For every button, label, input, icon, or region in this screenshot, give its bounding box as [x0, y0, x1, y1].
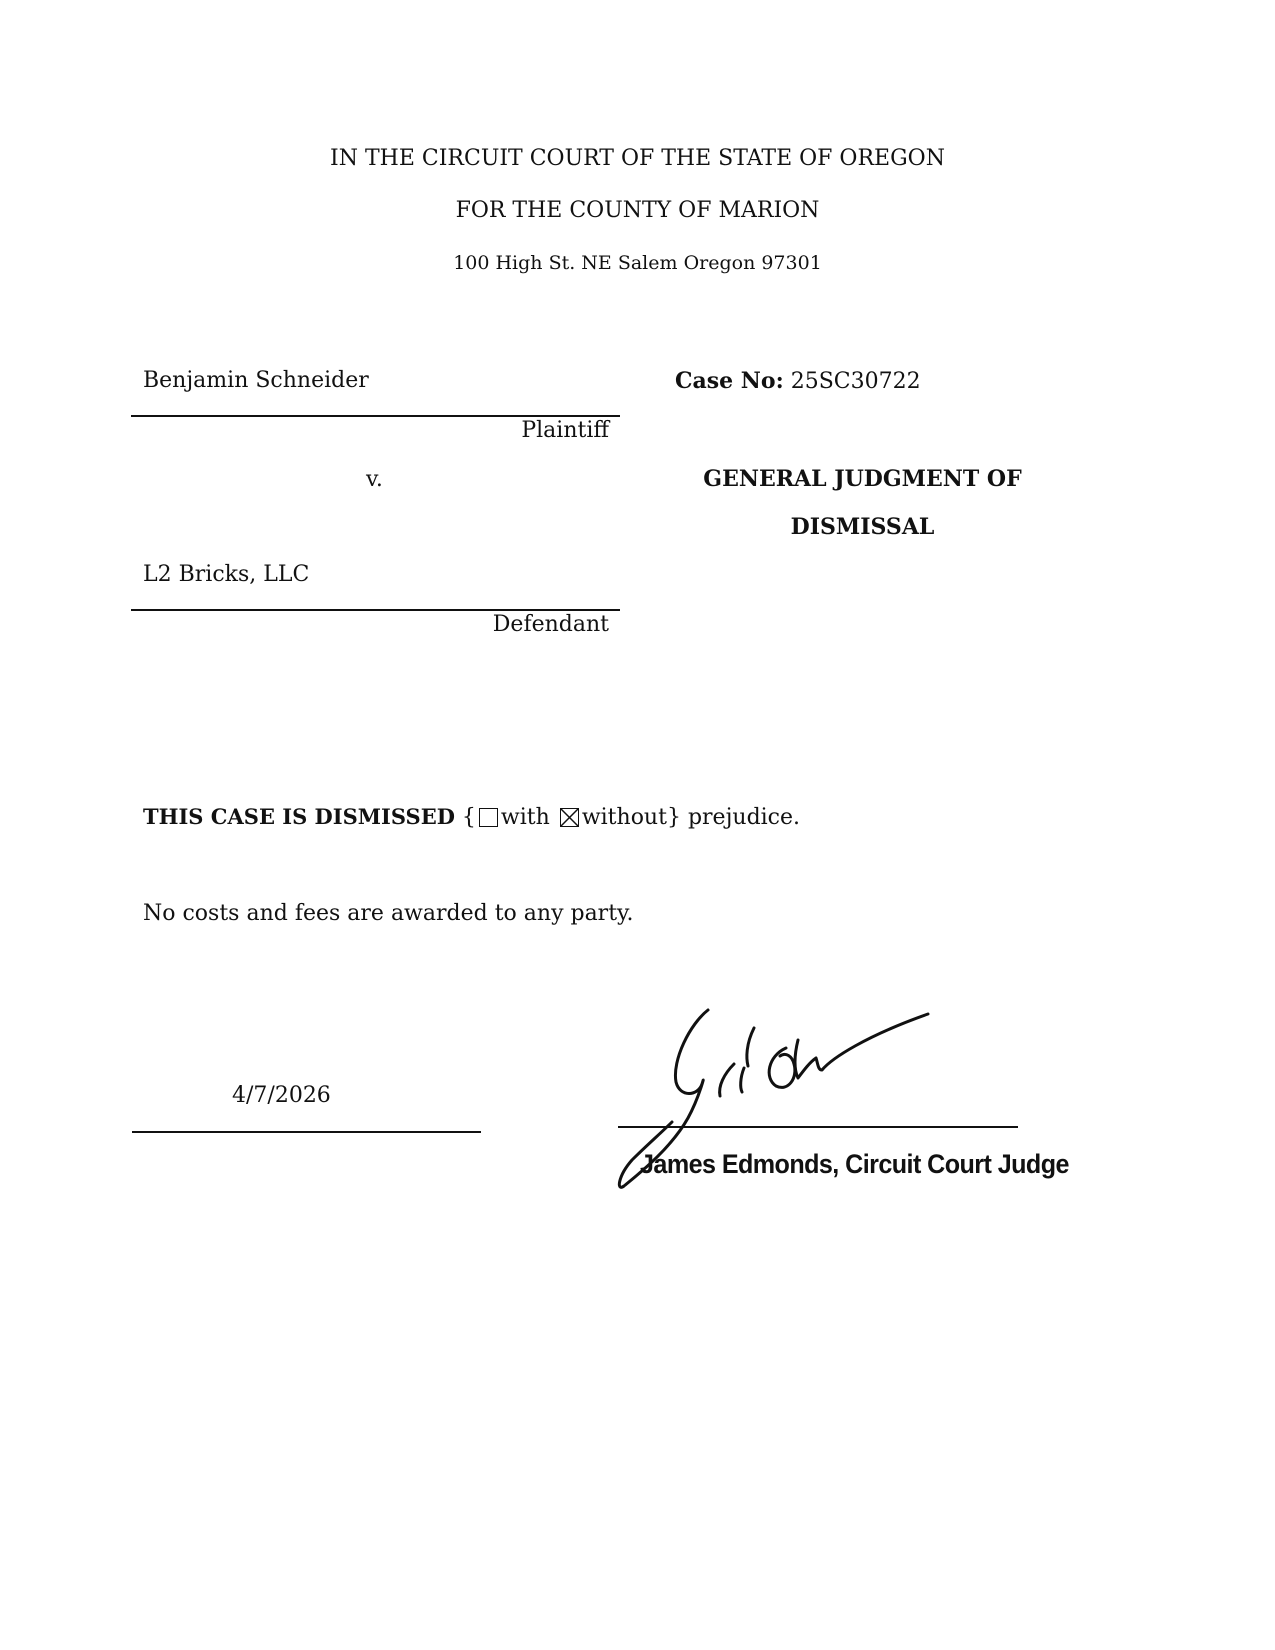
- case-number: [675, 368, 921, 394]
- document-title-line-1: GENERAL JUDGMENT OF: [703, 466, 1022, 492]
- without-prejudice-checkbox[interactable]: [560, 808, 579, 827]
- without-prejudice-label: without}: [581, 805, 681, 830]
- versus-text: v.: [366, 467, 383, 492]
- document-title-line-2: DISMISSAL: [790, 514, 935, 540]
- dismissal-order: [143, 804, 800, 830]
- defendant-label: Defendant: [492, 612, 609, 637]
- date-rule: [132, 1131, 481, 1133]
- signing-date: 4/7/2026: [232, 1083, 331, 1108]
- open-brace: {: [461, 805, 476, 830]
- costs-statement: No costs and fees are awarded to any party.: [143, 901, 634, 926]
- dismissal-lead: THIS CASE IS DISMISSED: [143, 804, 455, 829]
- dismissal-tail: prejudice.: [687, 805, 801, 830]
- plaintiff-rule: [131, 415, 620, 417]
- court-name-text: IN THE CIRCUIT COURT OF THE STATE OF OREGON: [330, 146, 945, 171]
- plaintiff-name: Benjamin Schneider: [143, 368, 369, 393]
- signer-name: James Edmonds, Circuit Court Judge: [640, 1149, 1069, 1179]
- court-name-line: [0, 146, 1275, 171]
- county-text: FOR THE COUNTY OF MARION: [455, 198, 820, 223]
- case-number-label: Case No:: [675, 368, 784, 394]
- checkbox-x-mark: [561, 809, 578, 826]
- case-number-value: 25SC30722: [790, 369, 921, 394]
- court-address: 100 High St. NE Salem Oregon 97301: [453, 252, 822, 274]
- with-prejudice-label: with: [500, 805, 550, 830]
- county-line: [0, 198, 1275, 223]
- plaintiff-label: Plaintiff: [521, 418, 609, 443]
- defendant-name: L2 Bricks, LLC: [143, 562, 310, 587]
- defendant-rule: [131, 609, 620, 611]
- with-prejudice-checkbox[interactable]: [479, 808, 498, 827]
